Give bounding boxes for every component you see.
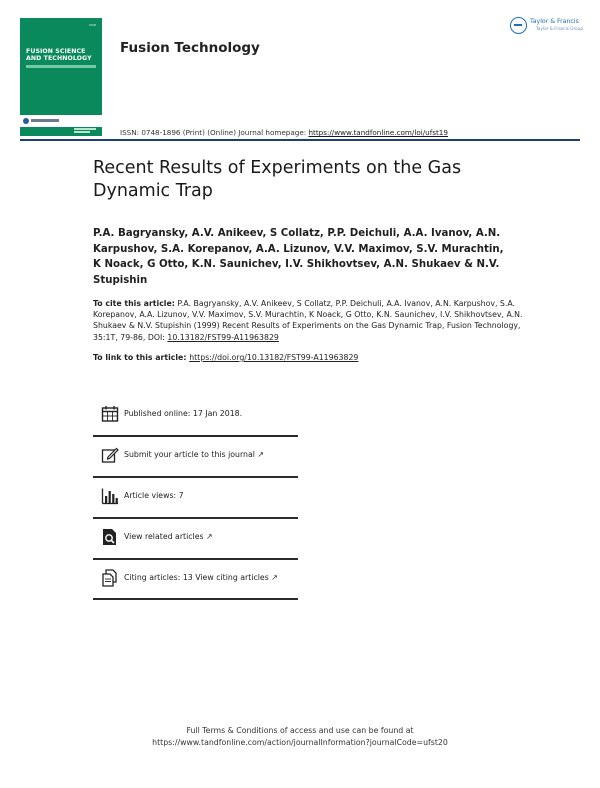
cover-publisher-band [20,115,102,127]
submit-article-text: Submit your article to this journal [124,450,255,459]
related-articles-text: View related articles [124,532,204,541]
related-articles-panel[interactable] [93,519,298,555]
article-title: Recent Results of Experiments on the Gas Dynamic Trap [93,158,462,201]
article-views-panel [93,478,298,514]
citing-articles-panel[interactable] [93,560,298,596]
journal-cover [20,18,102,136]
calendar-icon [101,405,119,423]
cite-label: To cite this article: [93,299,175,308]
footer-terms-link[interactable]: https://www.tandfonline.com/action/journalInformation?journalCode=ufst20 [152,738,448,747]
bar-chart-icon [101,487,119,505]
citing-icon [101,569,119,587]
published-online-text: Published online: 17 Jan 2018. [124,409,243,418]
article-authors: P.A. Bagryansky, A.V. Anikeev, S Collatz, P.P. Deichuli, A.A. Ivanov, A.N. Karpushov, S.A. Korepanov, A.A. Lizunov, V.V. Maximov, S.V. Murachtin, K Noack, G Otto, K.N. Saunichev, I.V. Shikhovtsev, A.N. Shukaev & N.V. Stupishin [93,228,504,286]
published-online-panel [93,396,298,432]
publisher-logo[interactable] [510,17,584,39]
cover-top-tag: ISSN [89,23,96,27]
cite-text: P.A. Bagryansky, A.V. Anikeev, S Collatz, P.P. Deichuli, A.A. Ivanov, A.N. Karpushov, S.A. Korepanov, A.A. Lizunov, V.V. Maximov, S.V. Murachtin, K Noack, G Otto, K.N. Saunichev, I.V. Shikhovtsev, A.N. Shukaev & N.V. Stupishin (1999) Recent Results of Experiments on the Gas Dynamic Trap, Fusion Technology, 35:1T, 79-86, DOI: [93,299,523,342]
issn-text: ISSN: 0748-1896 (Print) (Online) Journal homepage: [120,128,309,137]
panel-divider [93,598,298,600]
cover-subtitle-bar [26,65,96,68]
article-views-text: Article views: 7 [124,491,184,500]
journal-homepage-link[interactable]: https://www.tandfonline.com/loi/ufst19 [308,128,448,137]
taylor-francis-logo-icon [510,17,527,34]
article-link-line [93,353,358,362]
citing-articles-link[interactable] [124,573,278,582]
external-link-icon: ↗ [257,450,264,459]
article-doi-url[interactable]: https://doi.org/10.13182/FST99-A11963829 [189,353,359,362]
cover-footer-line [74,131,90,133]
publisher-name: Taylor & Francis [530,18,579,25]
journal-name: Fusion Technology [120,40,260,56]
external-link-icon: ↗ [271,573,278,582]
submit-article-panel[interactable] [93,437,298,473]
doi-link[interactable]: 10.13182/FST99-A11963829 [167,332,279,342]
issn-line [120,128,448,137]
citation-block [93,298,523,343]
related-articles-link[interactable] [124,532,213,541]
cover-title: FUSION SCIENCE AND TECHNOLOGY [26,48,92,63]
external-link-icon: ↗ [206,532,213,541]
link-label: To link to this article: [93,353,190,362]
publisher-tagline: Taylor & Francis Group [536,26,584,31]
header-divider [20,139,580,141]
cover-publisher-name-bar [31,119,59,122]
footer-terms-text: Full Terms & Conditions of access and use can be found at [186,726,414,735]
citing-articles-text: Citing articles: 13 View citing articles [124,573,269,582]
edit-icon [101,446,119,464]
publisher-mark-icon [23,118,29,124]
submit-article-link[interactable] [124,450,264,459]
search-document-icon [101,528,119,546]
cover-footer-line [74,128,96,130]
cover-footer [20,127,102,136]
